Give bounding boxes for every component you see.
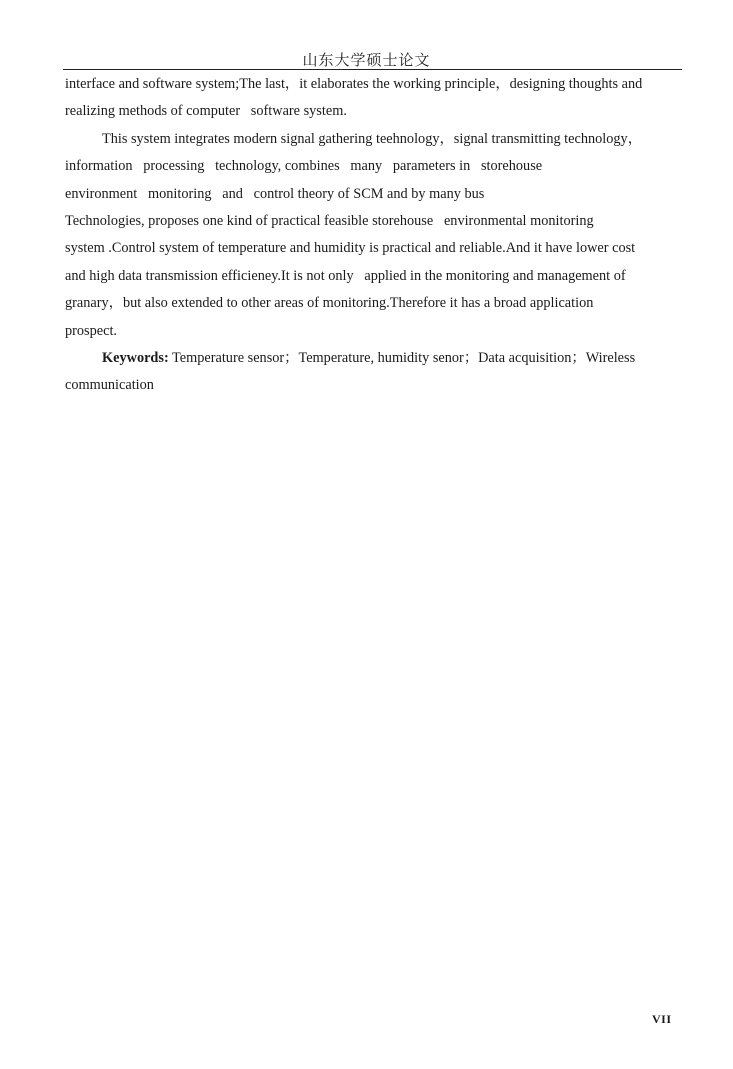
keywords-line-1: [65, 345, 685, 372]
paragraph-line-5: system .Control system of temperature and humidity is practical and reliable.And it have lower cost: [65, 240, 636, 257]
paragraph-line-2: information processing technology, combines many parameters in storehouse: [65, 158, 543, 175]
page-number: VII: [652, 1012, 672, 1026]
paragraph-line-7: granary，but also extended to other areas of monitoring.Therefore it has a broad application: [65, 295, 594, 312]
keywords-label: Keywords:: [102, 349, 169, 366]
header-rule: [63, 69, 682, 70]
paragraph-line-3: environment monitoring and control theory of SCM and by many bus: [65, 185, 485, 202]
paragraph-line-6: and high data transmission efficieney.It is not only applied in the monitoring and management of: [65, 267, 626, 284]
intro-line-2: realizing methods of computer software system.: [65, 103, 347, 120]
running-header: 山东大学硕士论文: [302, 53, 431, 69]
keywords-line-2: communication: [65, 377, 154, 394]
keywords-list: Temperature sensor；Temperature, humidity senor；Data acquisition；Wireless: [168, 349, 636, 366]
intro-line-1: interface and software system;The last，it elaborates the working principle，designing thoughts and: [65, 76, 643, 92]
paragraph-line-4: Technologies, proposes one kind of practical feasible storehouse environmental monitoring: [65, 212, 594, 229]
paragraph-line-8: prospect.: [65, 322, 118, 339]
paragraph-line-1: This system integrates modern signal gathering teehnology，signal transmitting technology，: [102, 130, 643, 147]
abstract-body: [65, 71, 685, 400]
